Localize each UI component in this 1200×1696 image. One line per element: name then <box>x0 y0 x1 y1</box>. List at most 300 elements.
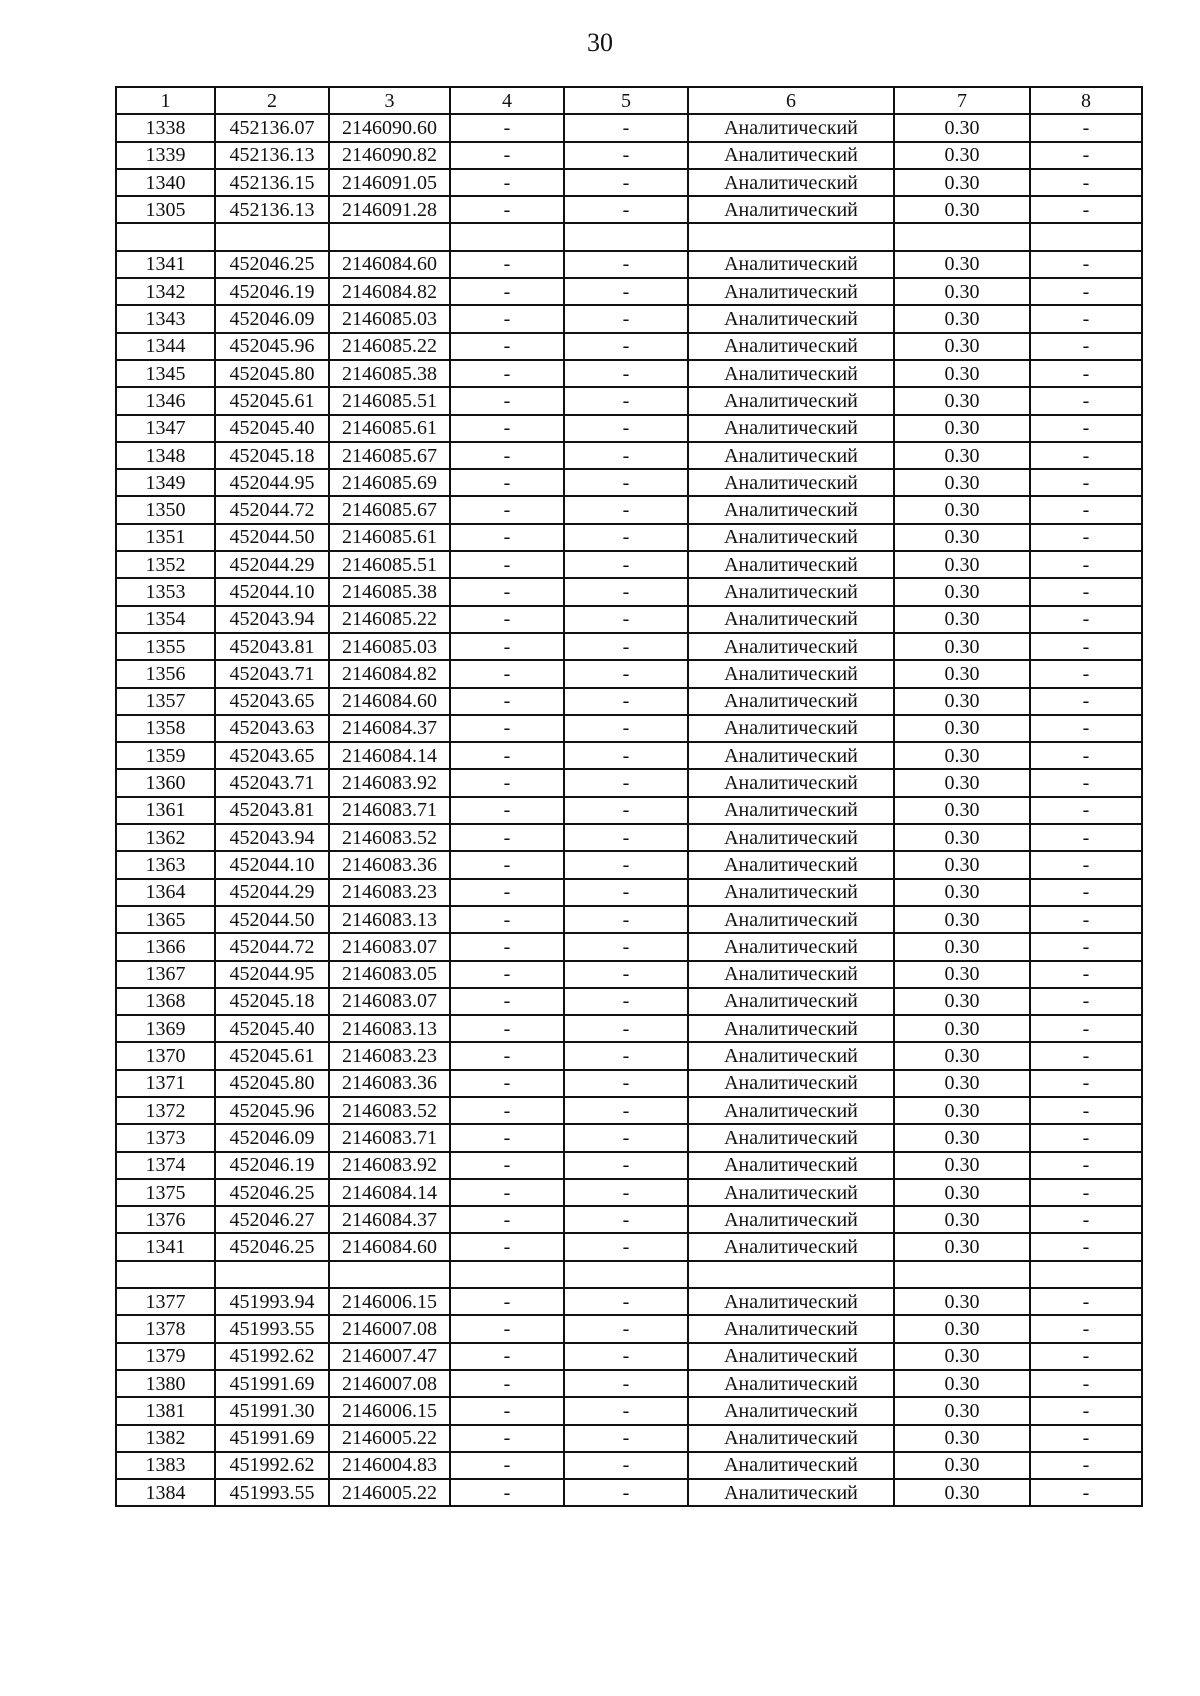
x-coordinate-cell: 452044.10 <box>215 851 329 878</box>
column-4-cell: - <box>450 1042 564 1069</box>
y-coordinate-cell: 2146083.52 <box>329 824 450 851</box>
point-number-cell: 1368 <box>116 988 215 1015</box>
column-8-cell: - <box>1030 1479 1142 1506</box>
point-number-cell: 1374 <box>116 1152 215 1179</box>
method-cell: Аналитический <box>688 442 894 469</box>
column-header-4: 4 <box>450 87 564 114</box>
y-coordinate-cell: 2146084.37 <box>329 1206 450 1233</box>
column-5-cell <box>564 1261 688 1288</box>
column-5-cell: - <box>564 1397 688 1424</box>
column-5-cell: - <box>564 387 688 414</box>
column-5-cell: - <box>564 469 688 496</box>
column-8-cell: - <box>1030 824 1142 851</box>
y-coordinate-cell: 2146084.82 <box>329 278 450 305</box>
accuracy-cell: 0.30 <box>894 442 1030 469</box>
column-4-cell: - <box>450 1070 564 1097</box>
x-coordinate-cell: 452043.71 <box>215 769 329 796</box>
table-row <box>116 196 1142 223</box>
table-row <box>116 633 1142 660</box>
method-cell: Аналитический <box>688 196 894 223</box>
column-5-cell: - <box>564 1288 688 1315</box>
table-row <box>116 688 1142 715</box>
table-row <box>116 824 1142 851</box>
method-cell: Аналитический <box>688 360 894 387</box>
x-coordinate-cell: 452046.09 <box>215 1124 329 1151</box>
column-header-3: 3 <box>329 87 450 114</box>
point-number-cell: 1382 <box>116 1425 215 1452</box>
column-4-cell: - <box>450 1315 564 1342</box>
column-5-cell: - <box>564 1179 688 1206</box>
y-coordinate-cell: 2146085.51 <box>329 387 450 414</box>
column-8-cell: - <box>1030 660 1142 687</box>
column-8-cell: - <box>1030 1288 1142 1315</box>
table-row <box>116 442 1142 469</box>
x-coordinate-cell: 452043.63 <box>215 715 329 742</box>
y-coordinate-cell: 2146085.67 <box>329 496 450 523</box>
accuracy-cell: 0.30 <box>894 415 1030 442</box>
x-coordinate-cell: 452045.18 <box>215 442 329 469</box>
table-row-separator <box>116 223 1142 250</box>
y-coordinate-cell <box>329 1261 450 1288</box>
method-cell: Аналитический <box>688 114 894 141</box>
y-coordinate-cell: 2146085.69 <box>329 469 450 496</box>
column-5-cell: - <box>564 114 688 141</box>
x-coordinate-cell: 452045.96 <box>215 1097 329 1124</box>
table-row <box>116 1425 1142 1452</box>
method-cell: Аналитический <box>688 333 894 360</box>
column-5-cell: - <box>564 715 688 742</box>
x-coordinate-cell: 452044.95 <box>215 469 329 496</box>
accuracy-cell: 0.30 <box>894 360 1030 387</box>
column-5-cell: - <box>564 415 688 442</box>
column-header-2: 2 <box>215 87 329 114</box>
accuracy-cell: 0.30 <box>894 1152 1030 1179</box>
column-4-cell: - <box>450 251 564 278</box>
method-cell: Аналитический <box>688 1070 894 1097</box>
y-coordinate-cell: 2146007.47 <box>329 1343 450 1370</box>
column-8-cell: - <box>1030 769 1142 796</box>
x-coordinate-cell: 452044.50 <box>215 524 329 551</box>
column-5-cell: - <box>564 660 688 687</box>
table-row <box>116 769 1142 796</box>
column-8-cell: - <box>1030 442 1142 469</box>
point-number-cell: 1371 <box>116 1070 215 1097</box>
column-4-cell: - <box>450 988 564 1015</box>
column-4-cell: - <box>450 1288 564 1315</box>
column-8-cell: - <box>1030 387 1142 414</box>
y-coordinate-cell: 2146084.82 <box>329 660 450 687</box>
x-coordinate-cell: 451992.62 <box>215 1343 329 1370</box>
table-row <box>116 1288 1142 1315</box>
accuracy-cell: 0.30 <box>894 1097 1030 1124</box>
y-coordinate-cell: 2146090.82 <box>329 142 450 169</box>
table-row <box>116 1397 1142 1424</box>
x-coordinate-cell: 452045.40 <box>215 415 329 442</box>
method-cell: Аналитический <box>688 879 894 906</box>
accuracy-cell: 0.30 <box>894 1288 1030 1315</box>
column-4-cell: - <box>450 551 564 578</box>
column-5-cell: - <box>564 1370 688 1397</box>
method-cell: Аналитический <box>688 933 894 960</box>
point-number-cell: 1345 <box>116 360 215 387</box>
column-8-cell: - <box>1030 988 1142 1015</box>
point-number-cell: 1353 <box>116 578 215 605</box>
point-number-cell: 1367 <box>116 961 215 988</box>
column-5-cell: - <box>564 333 688 360</box>
column-4-cell: - <box>450 742 564 769</box>
x-coordinate-cell: 451991.69 <box>215 1425 329 1452</box>
table-row <box>116 1343 1142 1370</box>
accuracy-cell: 0.30 <box>894 1179 1030 1206</box>
column-5-cell: - <box>564 1015 688 1042</box>
y-coordinate-cell: 2146084.60 <box>329 251 450 278</box>
column-5-cell: - <box>564 1206 688 1233</box>
table-row <box>116 524 1142 551</box>
column-4-cell: - <box>450 933 564 960</box>
column-4-cell: - <box>450 1233 564 1260</box>
method-cell: Аналитический <box>688 1315 894 1342</box>
point-number-cell: 1354 <box>116 606 215 633</box>
accuracy-cell: 0.30 <box>894 278 1030 305</box>
column-8-cell: - <box>1030 961 1142 988</box>
point-number-cell: 1352 <box>116 551 215 578</box>
table-row <box>116 360 1142 387</box>
point-number-cell: 1350 <box>116 496 215 523</box>
x-coordinate-cell: 452044.95 <box>215 961 329 988</box>
point-number-cell <box>116 1261 215 1288</box>
y-coordinate-cell: 2146083.36 <box>329 851 450 878</box>
column-4-cell <box>450 223 564 250</box>
y-coordinate-cell: 2146084.60 <box>329 688 450 715</box>
x-coordinate-cell: 452136.15 <box>215 169 329 196</box>
column-5-cell <box>564 223 688 250</box>
point-number-cell: 1383 <box>116 1452 215 1479</box>
column-8-cell: - <box>1030 360 1142 387</box>
point-number-cell: 1346 <box>116 387 215 414</box>
point-number-cell: 1380 <box>116 1370 215 1397</box>
point-number-cell: 1377 <box>116 1288 215 1315</box>
point-number-cell: 1370 <box>116 1042 215 1069</box>
column-8-cell: - <box>1030 578 1142 605</box>
point-number-cell: 1343 <box>116 305 215 332</box>
accuracy-cell: 0.30 <box>894 1397 1030 1424</box>
method-cell: Аналитический <box>688 469 894 496</box>
method-cell: Аналитический <box>688 1343 894 1370</box>
y-coordinate-cell: 2146085.61 <box>329 524 450 551</box>
column-5-cell: - <box>564 1124 688 1151</box>
x-coordinate-cell: 451993.94 <box>215 1288 329 1315</box>
accuracy-cell: 0.30 <box>894 1015 1030 1042</box>
method-cell: Аналитический <box>688 1124 894 1151</box>
y-coordinate-cell: 2146085.38 <box>329 360 450 387</box>
column-4-cell: - <box>450 196 564 223</box>
accuracy-cell: 0.30 <box>894 578 1030 605</box>
column-5-cell: - <box>564 1070 688 1097</box>
point-number-cell: 1376 <box>116 1206 215 1233</box>
method-cell: Аналитический <box>688 551 894 578</box>
accuracy-cell: 0.30 <box>894 469 1030 496</box>
method-cell: Аналитический <box>688 797 894 824</box>
table-row <box>116 1452 1142 1479</box>
column-5-cell: - <box>564 551 688 578</box>
column-5-cell: - <box>564 142 688 169</box>
method-cell: Аналитический <box>688 1370 894 1397</box>
method-cell: Аналитический <box>688 142 894 169</box>
point-number-cell: 1378 <box>116 1315 215 1342</box>
column-5-cell: - <box>564 797 688 824</box>
column-8-cell: - <box>1030 688 1142 715</box>
y-coordinate-cell: 2146085.61 <box>329 415 450 442</box>
y-coordinate-cell: 2146083.13 <box>329 906 450 933</box>
column-4-cell: - <box>450 278 564 305</box>
accuracy-cell: 0.30 <box>894 551 1030 578</box>
column-5-cell: - <box>564 606 688 633</box>
y-coordinate-cell: 2146083.07 <box>329 933 450 960</box>
method-cell: Аналитический <box>688 1015 894 1042</box>
column-8-cell: - <box>1030 606 1142 633</box>
point-number-cell: 1351 <box>116 524 215 551</box>
point-number-cell: 1358 <box>116 715 215 742</box>
point-number-cell: 1342 <box>116 278 215 305</box>
accuracy-cell: 0.30 <box>894 769 1030 796</box>
table-row <box>116 742 1142 769</box>
y-coordinate-cell: 2146083.92 <box>329 769 450 796</box>
column-4-cell: - <box>450 1124 564 1151</box>
column-5-cell: - <box>564 824 688 851</box>
column-5-cell: - <box>564 578 688 605</box>
column-4-cell: - <box>450 606 564 633</box>
y-coordinate-cell: 2146083.05 <box>329 961 450 988</box>
column-4-cell: - <box>450 360 564 387</box>
column-4-cell: - <box>450 879 564 906</box>
column-8-cell: - <box>1030 933 1142 960</box>
y-coordinate-cell: 2146085.22 <box>329 606 450 633</box>
x-coordinate-cell: 451993.55 <box>215 1479 329 1506</box>
column-5-cell: - <box>564 906 688 933</box>
column-5-cell: - <box>564 1343 688 1370</box>
x-coordinate-cell: 452136.07 <box>215 114 329 141</box>
y-coordinate-cell: 2146083.23 <box>329 1042 450 1069</box>
column-8-cell: - <box>1030 742 1142 769</box>
column-5-cell: - <box>564 988 688 1015</box>
column-8-cell: - <box>1030 551 1142 578</box>
column-8-cell: - <box>1030 633 1142 660</box>
method-cell: Аналитический <box>688 606 894 633</box>
column-4-cell: - <box>450 1370 564 1397</box>
x-coordinate-cell: 452043.81 <box>215 633 329 660</box>
point-number-cell: 1369 <box>116 1015 215 1042</box>
column-8-cell <box>1030 1261 1142 1288</box>
accuracy-cell: 0.30 <box>894 114 1030 141</box>
method-cell: Аналитический <box>688 906 894 933</box>
x-coordinate-cell: 452136.13 <box>215 196 329 223</box>
column-8-cell: - <box>1030 1179 1142 1206</box>
point-number-cell: 1357 <box>116 688 215 715</box>
method-cell: Аналитический <box>688 496 894 523</box>
x-coordinate-cell: 452046.09 <box>215 305 329 332</box>
x-coordinate-cell: 452045.80 <box>215 1070 329 1097</box>
x-coordinate-cell: 452043.94 <box>215 824 329 851</box>
method-cell: Аналитический <box>688 742 894 769</box>
column-5-cell: - <box>564 196 688 223</box>
table-row <box>116 1479 1142 1506</box>
column-8-cell: - <box>1030 715 1142 742</box>
accuracy-cell: 0.30 <box>894 688 1030 715</box>
method-cell: Аналитический <box>688 1042 894 1069</box>
column-4-cell: - <box>450 1479 564 1506</box>
table-row <box>116 251 1142 278</box>
table-row <box>116 715 1142 742</box>
accuracy-cell: 0.30 <box>894 606 1030 633</box>
x-coordinate-cell: 452043.65 <box>215 742 329 769</box>
y-coordinate-cell: 2146085.22 <box>329 333 450 360</box>
column-4-cell: - <box>450 442 564 469</box>
column-4-cell: - <box>450 797 564 824</box>
column-5-cell: - <box>564 1425 688 1452</box>
column-8-cell: - <box>1030 1206 1142 1233</box>
table-row <box>116 469 1142 496</box>
point-number-cell: 1338 <box>116 114 215 141</box>
x-coordinate-cell: 452045.40 <box>215 1015 329 1042</box>
accuracy-cell: 0.30 <box>894 1042 1030 1069</box>
column-5-cell: - <box>564 851 688 878</box>
x-coordinate-cell <box>215 1261 329 1288</box>
column-4-cell: - <box>450 387 564 414</box>
accuracy-cell: 0.30 <box>894 879 1030 906</box>
y-coordinate-cell: 2146007.08 <box>329 1370 450 1397</box>
accuracy-cell: 0.30 <box>894 1233 1030 1260</box>
column-5-cell: - <box>564 1097 688 1124</box>
y-coordinate-cell: 2146090.60 <box>329 114 450 141</box>
column-8-cell: - <box>1030 1097 1142 1124</box>
accuracy-cell: 0.30 <box>894 906 1030 933</box>
accuracy-cell: 0.30 <box>894 333 1030 360</box>
coordinates-table <box>115 86 1143 1507</box>
table-row <box>116 1070 1142 1097</box>
y-coordinate-cell: 2146083.13 <box>329 1015 450 1042</box>
column-5-cell: - <box>564 251 688 278</box>
x-coordinate-cell: 452046.25 <box>215 251 329 278</box>
column-8-cell: - <box>1030 469 1142 496</box>
column-4-cell: - <box>450 1425 564 1452</box>
column-8-cell <box>1030 223 1142 250</box>
x-coordinate-cell: 452043.94 <box>215 606 329 633</box>
point-number-cell <box>116 223 215 250</box>
x-coordinate-cell: 451991.69 <box>215 1370 329 1397</box>
column-8-cell: - <box>1030 1425 1142 1452</box>
method-cell: Аналитический <box>688 1233 894 1260</box>
column-8-cell: - <box>1030 169 1142 196</box>
accuracy-cell: 0.30 <box>894 961 1030 988</box>
accuracy-cell: 0.30 <box>894 1452 1030 1479</box>
column-5-cell: - <box>564 305 688 332</box>
column-8-cell: - <box>1030 496 1142 523</box>
column-4-cell: - <box>450 169 564 196</box>
x-coordinate-cell: 452045.18 <box>215 988 329 1015</box>
column-4-cell: - <box>450 688 564 715</box>
table-row <box>116 496 1142 523</box>
method-cell: Аналитический <box>688 988 894 1015</box>
table-row <box>116 169 1142 196</box>
point-number-cell: 1360 <box>116 769 215 796</box>
column-5-cell: - <box>564 769 688 796</box>
x-coordinate-cell: 452043.65 <box>215 688 329 715</box>
method-cell: Аналитический <box>688 824 894 851</box>
table-row <box>116 988 1142 1015</box>
table-row <box>116 1015 1142 1042</box>
accuracy-cell: 0.30 <box>894 387 1030 414</box>
accuracy-cell: 0.30 <box>894 1206 1030 1233</box>
column-4-cell: - <box>450 142 564 169</box>
point-number-cell: 1373 <box>116 1124 215 1151</box>
column-4-cell: - <box>450 961 564 988</box>
column-5-cell: - <box>564 1315 688 1342</box>
method-cell: Аналитический <box>688 1179 894 1206</box>
point-number-cell: 1379 <box>116 1343 215 1370</box>
column-4-cell: - <box>450 851 564 878</box>
point-number-cell: 1344 <box>116 333 215 360</box>
method-cell <box>688 223 894 250</box>
method-cell: Аналитический <box>688 715 894 742</box>
method-cell: Аналитический <box>688 633 894 660</box>
column-5-cell: - <box>564 278 688 305</box>
column-4-cell: - <box>450 1452 564 1479</box>
column-4-cell: - <box>450 1097 564 1124</box>
column-header-1: 1 <box>116 87 215 114</box>
method-cell: Аналитический <box>688 387 894 414</box>
point-number-cell: 1381 <box>116 1397 215 1424</box>
table-row <box>116 797 1142 824</box>
page-number: 30 <box>587 28 613 57</box>
x-coordinate-cell: 452045.61 <box>215 387 329 414</box>
column-4-cell: - <box>450 660 564 687</box>
column-8-cell: - <box>1030 114 1142 141</box>
point-number-cell: 1341 <box>116 251 215 278</box>
column-8-cell: - <box>1030 1042 1142 1069</box>
x-coordinate-cell: 452044.29 <box>215 551 329 578</box>
method-cell <box>688 1261 894 1288</box>
table-row <box>116 933 1142 960</box>
y-coordinate-cell: 2146085.38 <box>329 578 450 605</box>
y-coordinate-cell: 2146083.92 <box>329 1152 450 1179</box>
method-cell: Аналитический <box>688 1152 894 1179</box>
x-coordinate-cell: 452046.25 <box>215 1179 329 1206</box>
accuracy-cell: 0.30 <box>894 1070 1030 1097</box>
y-coordinate-cell: 2146083.36 <box>329 1070 450 1097</box>
table-row <box>116 1124 1142 1151</box>
column-8-cell: - <box>1030 1015 1142 1042</box>
column-4-cell: - <box>450 333 564 360</box>
table-row <box>116 1097 1142 1124</box>
table-row <box>116 305 1142 332</box>
y-coordinate-cell: 2146091.05 <box>329 169 450 196</box>
table-row <box>116 1370 1142 1397</box>
point-number-cell: 1366 <box>116 933 215 960</box>
accuracy-cell: 0.30 <box>894 251 1030 278</box>
y-coordinate-cell: 2146085.03 <box>329 305 450 332</box>
x-coordinate-cell: 452044.72 <box>215 496 329 523</box>
y-coordinate-cell: 2146084.14 <box>329 1179 450 1206</box>
column-4-cell: - <box>450 469 564 496</box>
y-coordinate-cell: 2146005.22 <box>329 1425 450 1452</box>
point-number-cell: 1356 <box>116 660 215 687</box>
column-5-cell: - <box>564 169 688 196</box>
column-8-cell: - <box>1030 1152 1142 1179</box>
accuracy-cell: 0.30 <box>894 142 1030 169</box>
y-coordinate-cell: 2146005.22 <box>329 1479 450 1506</box>
column-5-cell: - <box>564 742 688 769</box>
y-coordinate-cell: 2146085.03 <box>329 633 450 660</box>
